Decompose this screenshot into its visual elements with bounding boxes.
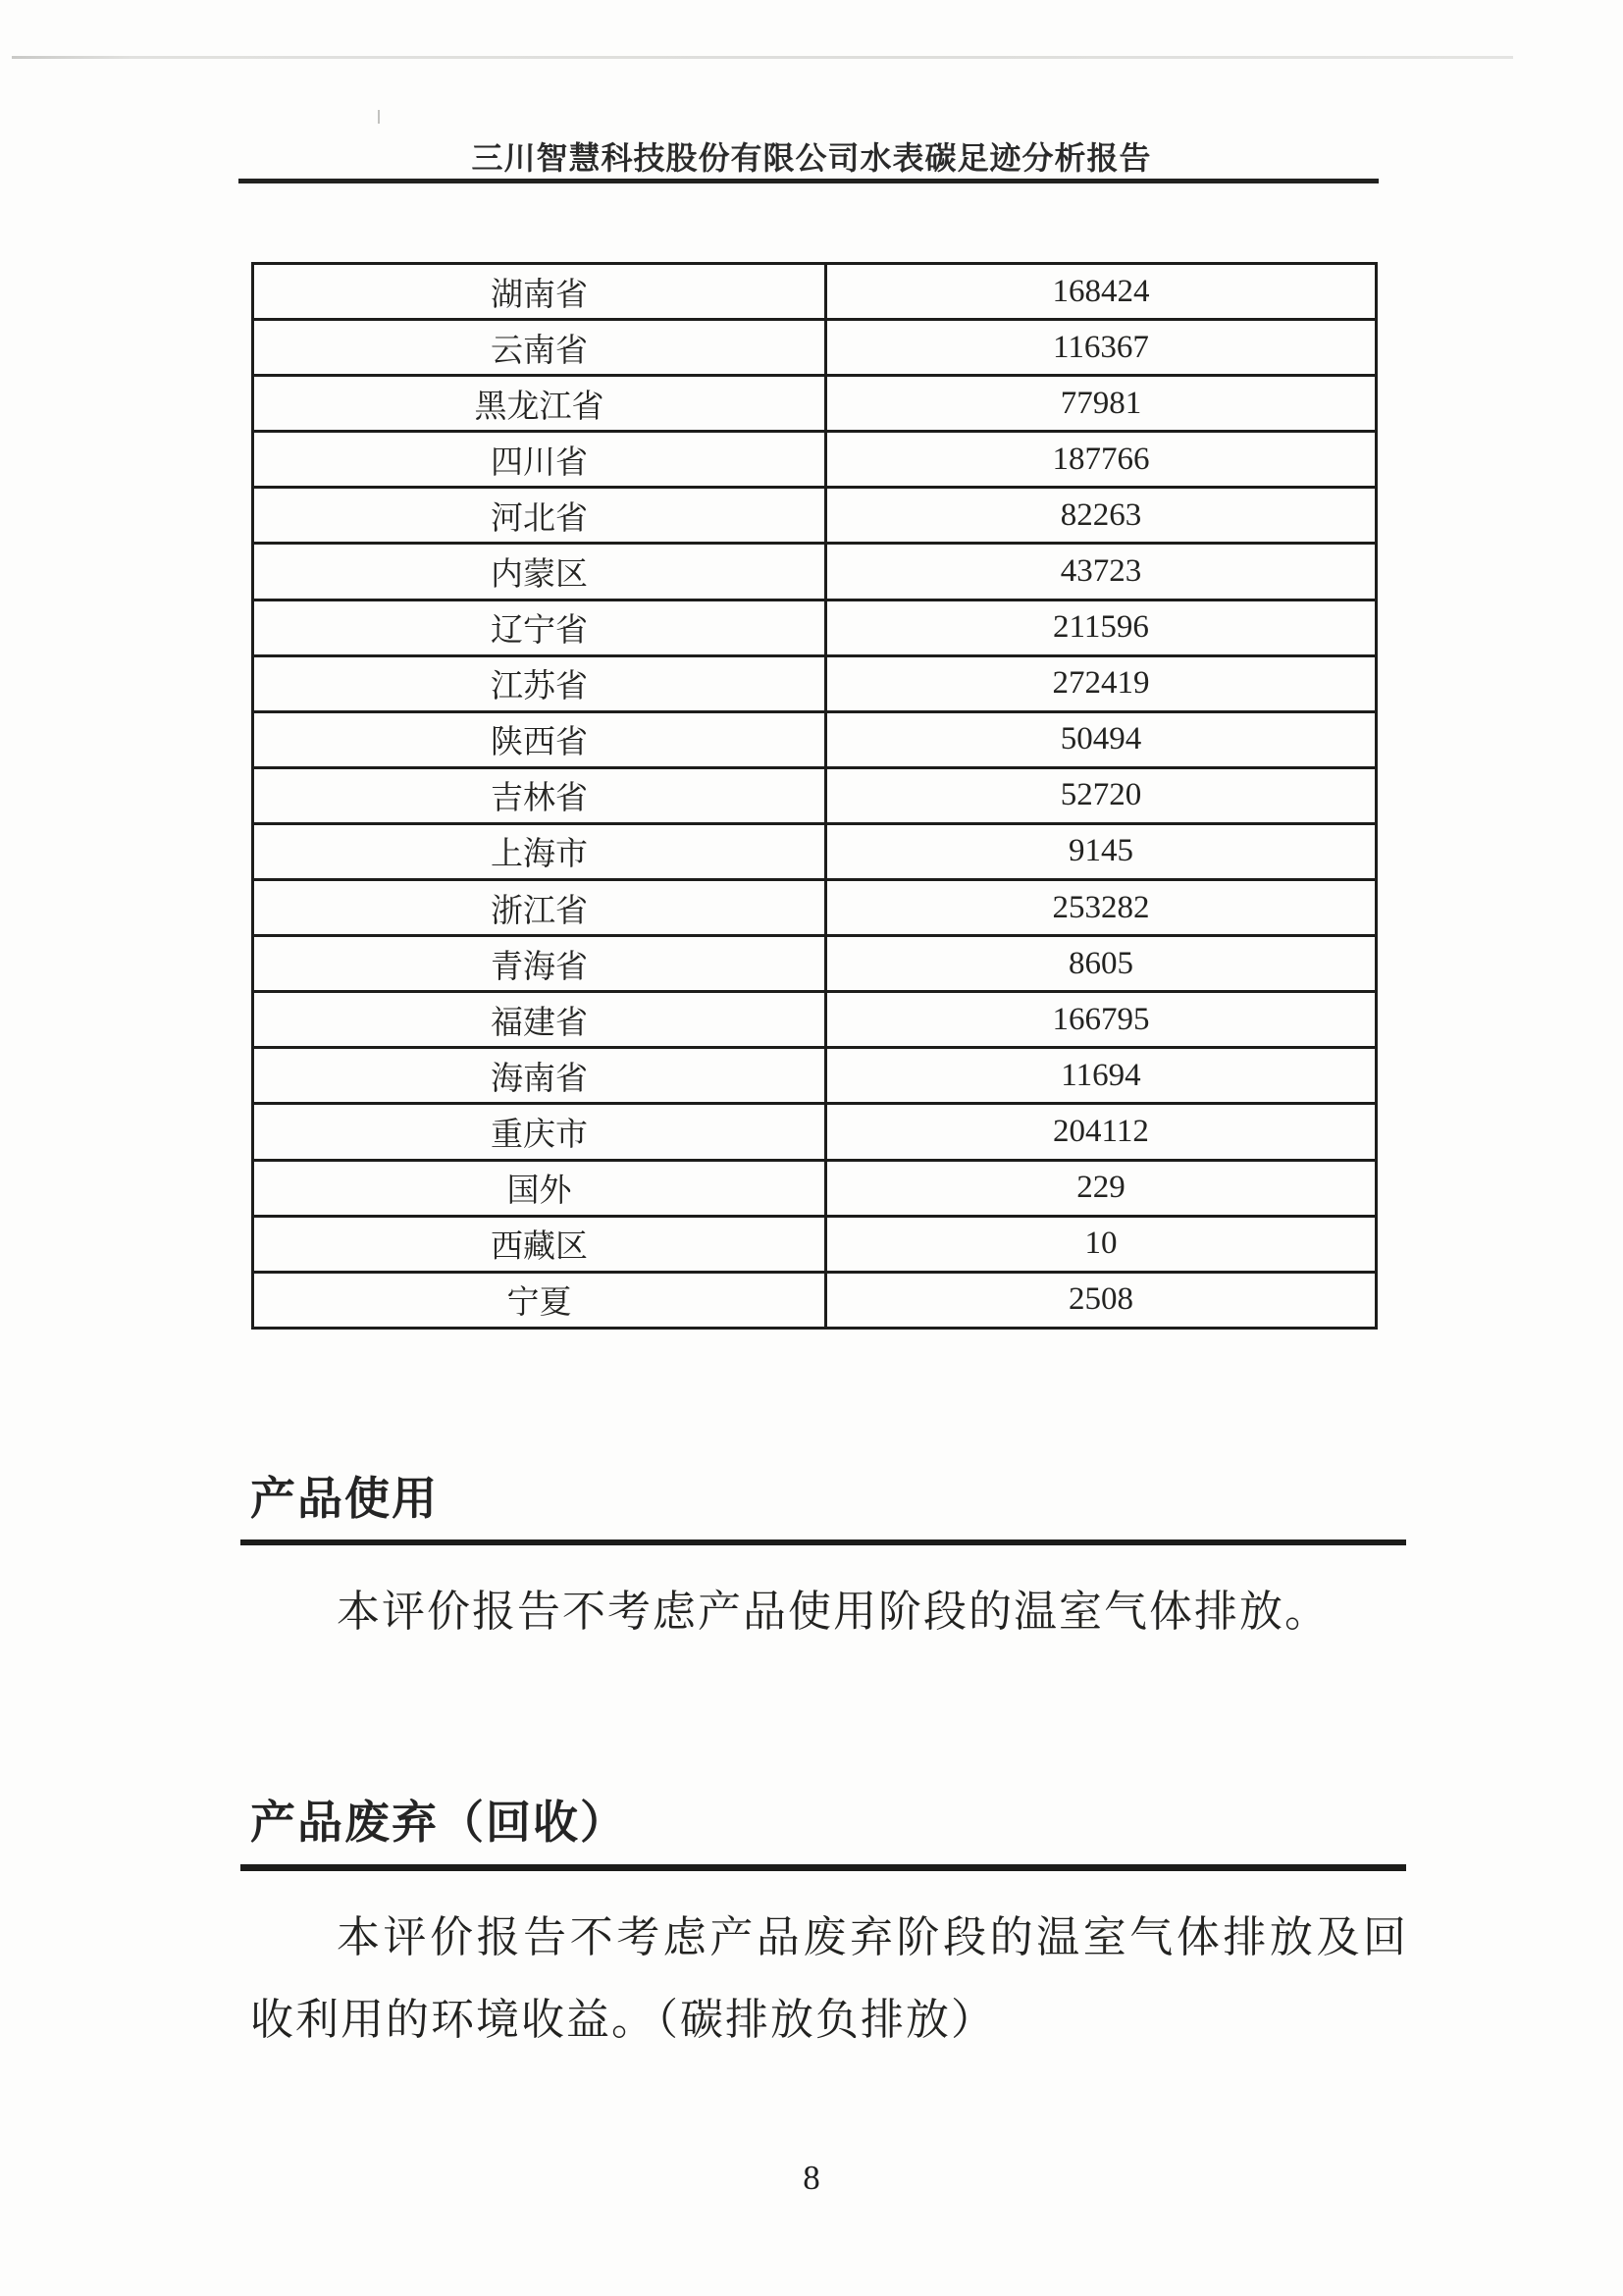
section-rule-product-use [240,1539,1406,1545]
region-cell: 福建省 [253,992,826,1048]
table-row [253,1104,1377,1160]
table-row [253,264,1377,320]
region-cell: 青海省 [253,936,826,992]
value-cell: 43723 [825,544,1376,600]
header-rule [238,179,1379,183]
section-heading-product-disposal: 产品废弃（回收） [250,1797,627,1848]
region-cell: 重庆市 [253,1104,826,1160]
region-cell: 陕西省 [253,711,826,767]
region-cell: 浙江省 [253,880,826,936]
table-row [253,1048,1377,1104]
region-cell: 辽宁省 [253,600,826,655]
province-table [251,262,1378,1330]
value-cell: 2508 [825,1272,1376,1328]
region-cell: 四川省 [253,432,826,488]
table-row [253,432,1377,488]
region-cell: 江苏省 [253,655,826,711]
value-cell: 229 [825,1160,1376,1216]
scan-artifact-speck [378,110,380,124]
value-cell: 204112 [825,1104,1376,1160]
value-cell: 8605 [825,936,1376,992]
paragraph-product-use: 本评价报告不考虑产品使用阶段的温室气体排放。 [337,1588,1330,1636]
region-cell: 黑龙江省 [253,376,826,432]
table-row [253,711,1377,767]
table-row [253,992,1377,1048]
value-cell: 10 [825,1216,1376,1272]
province-table-body [253,264,1377,1329]
value-cell: 187766 [825,432,1376,488]
value-cell: 11694 [825,1048,1376,1104]
table-row [253,1216,1377,1272]
table-row [253,376,1377,432]
section-rule-product-disposal [240,1864,1406,1871]
value-cell: 77981 [825,376,1376,432]
value-cell: 211596 [825,600,1376,655]
value-cell: 253282 [825,880,1376,936]
table-row [253,767,1377,823]
region-cell: 内蒙区 [253,544,826,600]
table-row [253,1272,1377,1328]
section-heading-product-use: 产品使用 [250,1473,439,1524]
paragraph-product-disposal: 本评价报告不考虑产品废弃阶段的温室气体排放及回收利用的环境收益。（碳排放负排放） [250,1913,1408,2044]
region-cell: 湖南省 [253,264,826,320]
region-cell: 云南省 [253,320,826,376]
region-cell: 西藏区 [253,1216,826,1272]
value-cell: 52720 [825,767,1376,823]
value-cell: 168424 [825,264,1376,320]
value-cell: 50494 [825,711,1376,767]
table-row [253,655,1377,711]
scan-artifact-line [12,56,1513,59]
value-cell: 272419 [825,655,1376,711]
table-row [253,1160,1377,1216]
region-cell: 河北省 [253,488,826,544]
region-cell: 上海市 [253,823,826,879]
page-header-title: 三川智慧科技股份有限公司水表碳足迹分析报告 [471,140,1152,176]
table-row [253,544,1377,600]
table-row [253,600,1377,655]
region-cell: 宁夏 [253,1272,826,1328]
value-cell: 82263 [825,488,1376,544]
value-cell: 9145 [825,823,1376,879]
region-cell: 海南省 [253,1048,826,1104]
region-cell: 吉林省 [253,767,826,823]
value-cell: 166795 [825,992,1376,1048]
table-row [253,320,1377,376]
table-row [253,936,1377,992]
table-row [253,880,1377,936]
value-cell: 116367 [825,320,1376,376]
page-number: 8 [803,2159,820,2197]
region-cell: 国外 [253,1160,826,1216]
table-row [253,488,1377,544]
table-row [253,823,1377,879]
